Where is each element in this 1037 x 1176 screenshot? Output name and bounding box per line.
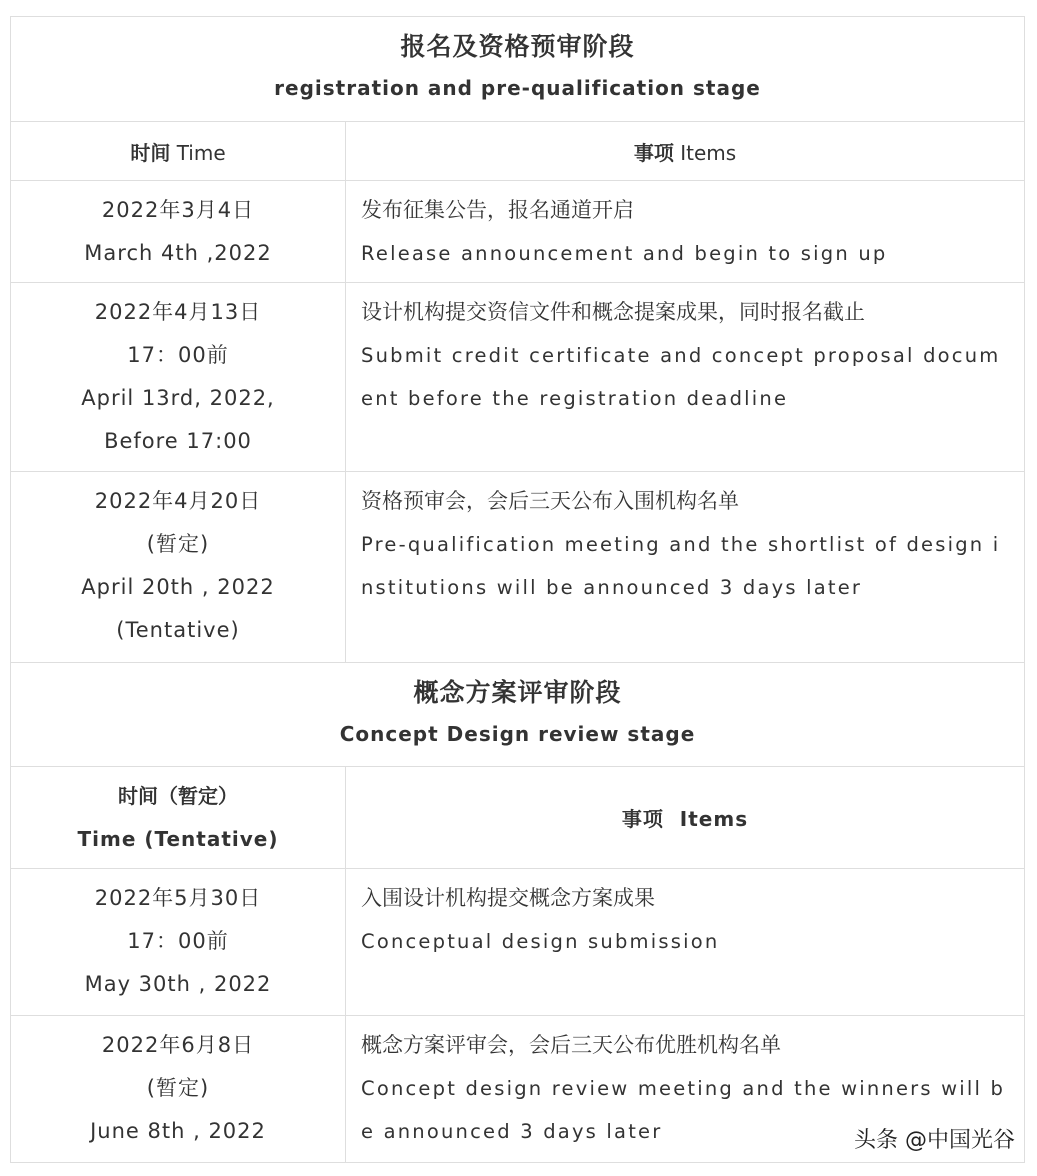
stage-1-title-zh: 报名及资格预审阶段	[400, 32, 635, 61]
time-line: Before 17:00	[104, 429, 252, 453]
table-row	[11, 283, 1025, 472]
time-line: (Tentative)	[116, 618, 240, 642]
time-header-zh: 时间（暂定）	[118, 783, 238, 808]
items-column-header: 事项 Items	[346, 767, 1025, 869]
time-cell	[11, 1016, 346, 1163]
item-text-en: Concept design review meeting and the winners will be announced 3 days later	[361, 1077, 1006, 1143]
time-cell	[11, 181, 346, 283]
stage-2-title-cell	[11, 663, 1025, 767]
time-cell	[11, 283, 346, 472]
time-line: June 8th , 2022	[90, 1119, 266, 1143]
table-row	[11, 869, 1025, 1016]
item-cell	[346, 869, 1025, 1016]
time-line: April 13rd, 2022,	[81, 386, 275, 410]
time-cell	[11, 869, 346, 1016]
stage-1-title-cell	[11, 17, 1025, 122]
time-line: (暂定)	[146, 1076, 210, 1100]
item-cell	[346, 181, 1025, 283]
time-line: 17：00前	[127, 929, 229, 953]
time-header-en: Time	[176, 140, 226, 165]
time-line: 2022年6月8日	[101, 1033, 255, 1057]
stage-1-title-en: registration and pre-qualification stage	[274, 76, 761, 100]
table-row	[11, 472, 1025, 663]
stage-1-title-row	[11, 17, 1025, 122]
time-header-en: Time (Tentative)	[77, 826, 279, 851]
time-cell	[11, 472, 346, 663]
time-line: 2022年4月13日	[94, 300, 262, 324]
item-text-zh: 资格预审会，会后三天公布入围机构名单	[361, 489, 739, 513]
item-text-en: Pre-qualification meeting and the shortlist of design institutions will be announced 3 days later	[361, 533, 1001, 599]
item-text-en: Release announcement and begin to sign up	[361, 242, 888, 265]
time-line: May 30th , 2022	[84, 972, 272, 996]
time-line: 17：00前	[127, 343, 229, 367]
watermark: 头条 @中国光谷	[854, 1128, 1015, 1153]
time-line: (暂定)	[146, 532, 210, 556]
time-column-header	[11, 122, 346, 181]
items-header-zh: 事项	[633, 140, 674, 165]
time-line: 2022年3月4日	[101, 198, 255, 222]
time-line: April 20th , 2022	[81, 575, 275, 599]
stage-2-title-zh: 概念方案评审阶段	[413, 678, 622, 707]
item-text-zh: 概念方案评审会，会后三天公布优胜机构名单	[361, 1033, 781, 1057]
item-text-en: Conceptual design submission	[361, 930, 720, 953]
schedule-table	[10, 16, 1025, 1163]
item-cell	[346, 472, 1025, 663]
stage-1-header-row	[11, 122, 1025, 181]
time-line: March 4th ,2022	[84, 241, 272, 265]
stage-2-title-row	[11, 663, 1025, 767]
item-text-en: Submit credit certificate and concept proposal document before the registration deadline	[361, 344, 1001, 410]
items-column-header	[346, 122, 1025, 181]
stage-2-title-en: Concept Design review stage	[339, 722, 696, 746]
table-row	[11, 181, 1025, 283]
time-line: 2022年5月30日	[94, 886, 262, 910]
time-line: 2022年4月20日	[94, 489, 262, 513]
item-text-zh: 入围设计机构提交概念方案成果	[361, 886, 655, 910]
items-header-en: Items	[680, 140, 737, 165]
item-text-zh: 设计机构提交资信文件和概念提案成果，同时报名截止	[361, 300, 865, 324]
item-text-zh: 发布征集公告，报名通道开启	[361, 198, 634, 222]
time-header-zh: 时间	[130, 140, 171, 165]
item-cell	[346, 283, 1025, 472]
stage-2-header-row	[11, 767, 1025, 869]
time-column-header	[11, 767, 346, 869]
